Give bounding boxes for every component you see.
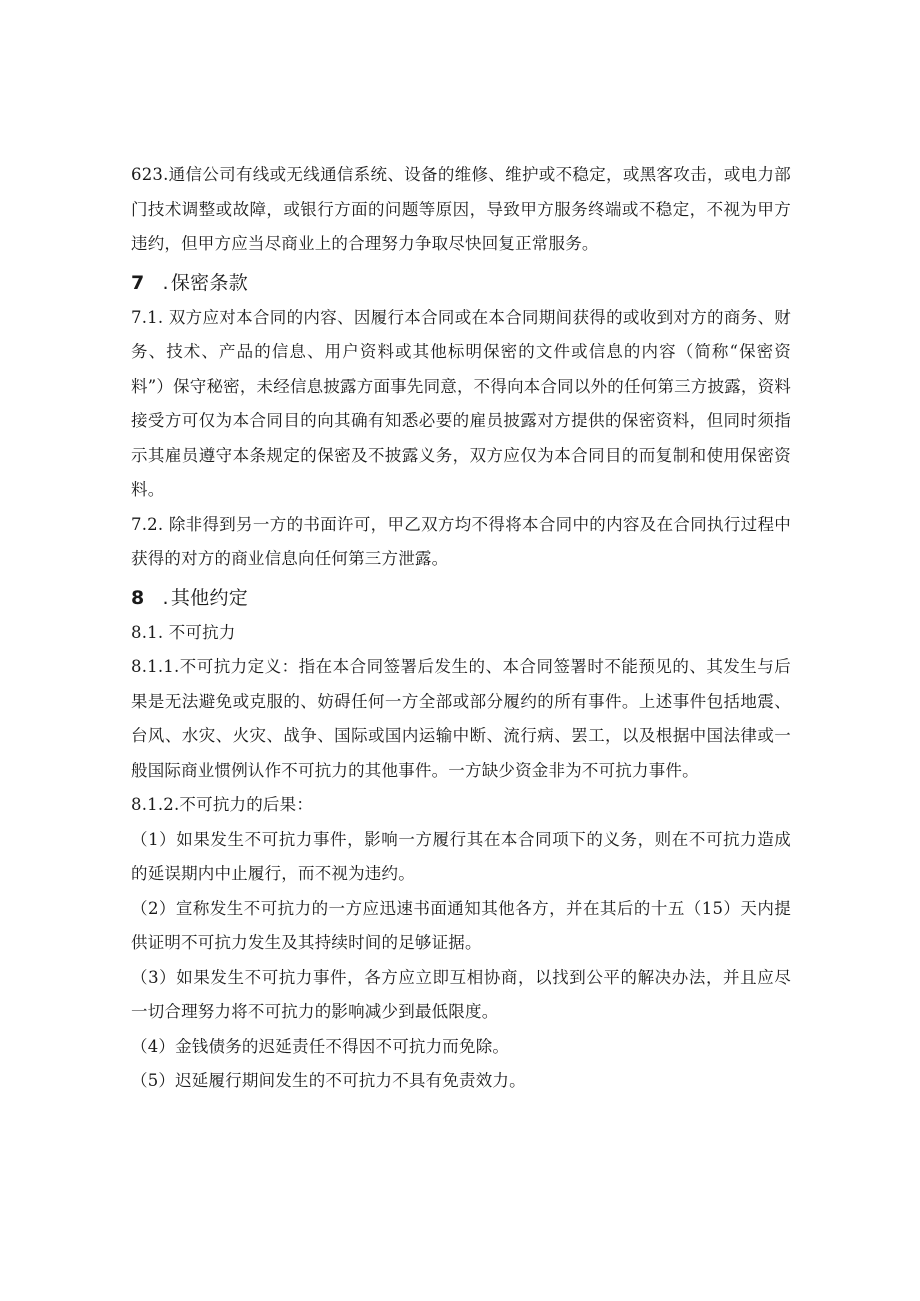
paragraph-8-1-2: 8.1.2.不可抗力的后果：: [131, 795, 314, 814]
section-7-heading: [131, 269, 791, 297]
section-8-heading: [131, 584, 791, 612]
paragraph-7-2: 7.2. 除非得到另一方的书面许可，甲乙双方均不得将本合同中的内容及在合同执行过程中获得的对方的商业信息向任何第三方泄露。: [131, 514, 791, 568]
document-body: [131, 158, 791, 1099]
section-7-number: 7: [131, 271, 145, 294]
list-item-1: （1）如果发生不可抗力事件，影响一方履行其在本合同项下的义务，则在不可抗力造成的延误期内中止履行，而不视为违约。: [131, 829, 791, 883]
list-item-5: （5）迟延履行期间发生的不可抗力不具有免责效力。: [131, 1071, 526, 1090]
list-item-4: （4）金钱债务的迟延责任不得因不可抗力而免除。: [131, 1036, 510, 1056]
paragraph-6-2-3: 623.通信公司有线或无线通信系统、设备的维修、维护或不稳定，或黑客攻击，或电力部门技术调整或故障，或银行方面的问题等原因，导致甲方服务终端或不稳定，不视为甲方违约，但甲方应当尽商业上的合理努力争取尽快回复正常服务。: [131, 165, 791, 253]
list-item-3: （3）如果发生不可抗力事件，各方应立即互相协商，以找到公平的解决办法，并且应尽一切合理努力将不可抗力的影响减少到最低限度。: [131, 967, 791, 1021]
section-7-dot: .: [162, 271, 169, 294]
paragraph-8-1: 8.1. 不可抗力: [131, 622, 236, 642]
section-8-dot: .: [162, 586, 169, 609]
section-7-title: 保密条款: [170, 271, 249, 294]
paragraph-8-1-1: 8.1.1.不可抗力定义：指在本合同签署后发生的、本合同签署时不能预见的、其发生与后果是无法避免或克服的、妨碍任何一方全部或部分履约的所有事件。上述事件包括地震、台风、水灾、火灾、战争、国际或国内运输中断、流行病、罢工，以及根据中国法律或一般国际商业惯例认作不可抗力的其他事件。一方缺少资金非为不可抗力事件。: [131, 657, 791, 780]
section-8-title: 其他约定: [170, 586, 249, 609]
list-item-2: （2）宣称发生不可抗力的一方应迅速书面通知其他各方，并在其后的十五（15）天内提供证明不可抗力发生及其持续时间的足够证据。: [131, 898, 791, 952]
paragraph-7-1: 7.1. 双方应对本合同的内容、因履行本合同或在本合同期间获得的或收到对方的商务、财务、技术、产品的信息、用户资料或其他标明保密的文件或信息的内容（简称“保密资料”）保守秘密，未经信息披露方面事先同意，不得向本合同以外的任何第三方披露，资料接受方可仅为本合同目的向其确有知悉必要的雇员披露对方提供的保密资料，但同时须指示其雇员遵守本条规定的保密及不披露义务，双方应仅为本合同目的而复制和使用保密资料。: [131, 307, 791, 499]
section-8-number: 8: [131, 586, 145, 609]
